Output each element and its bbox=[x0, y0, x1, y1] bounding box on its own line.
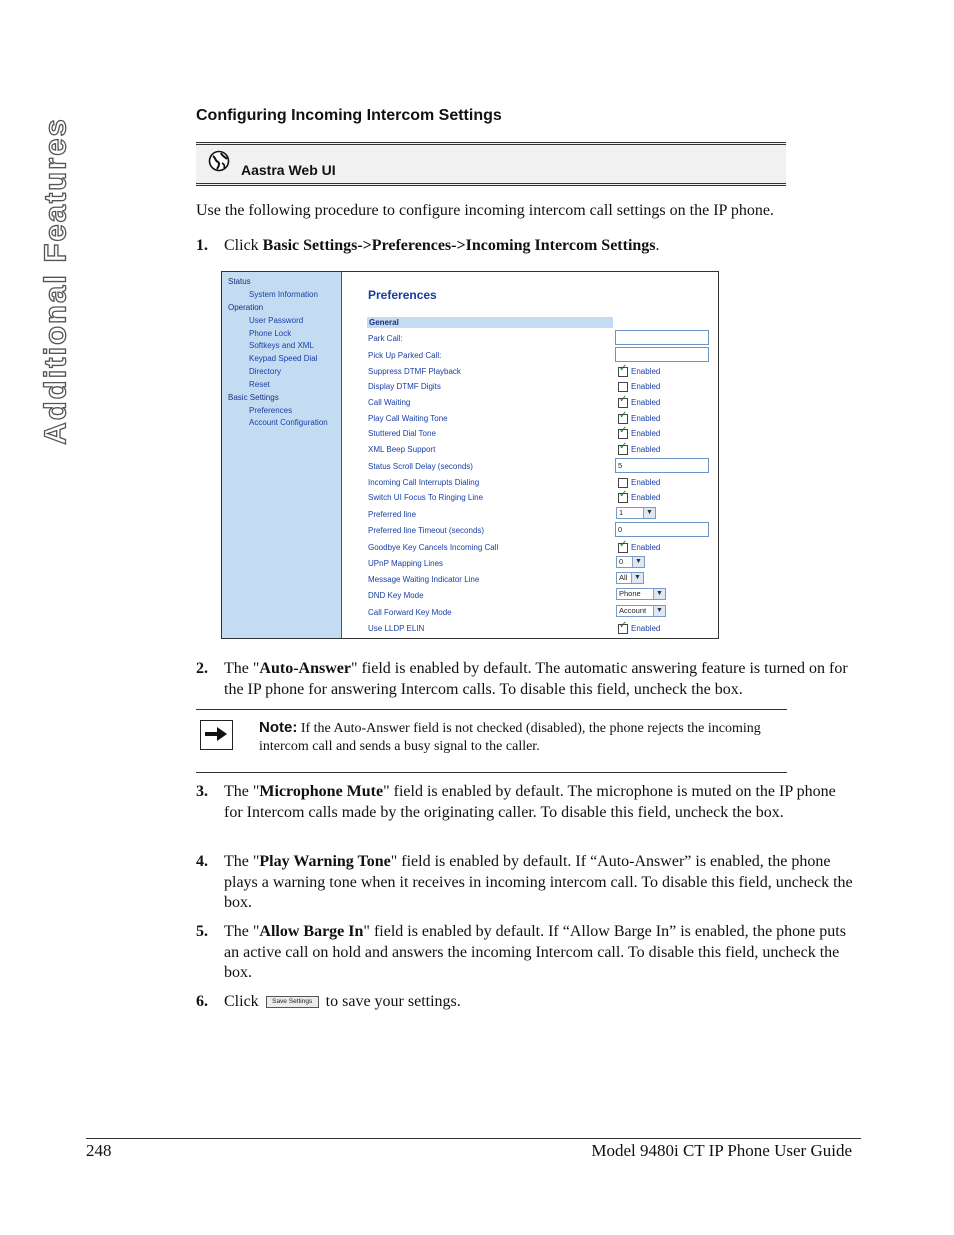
chapter-side-tab bbox=[36, 108, 76, 453]
step-text: " field is enabled by default. If “Allow Barge In” is enabled, the phone puts an active call on hold and answers the incoming Intercom call. To disable this field, uncheck the box. bbox=[224, 923, 846, 981]
pref-label: Message Waiting Indicator Line bbox=[368, 575, 480, 584]
step-number: 2. bbox=[196, 660, 208, 677]
checkbox-box[interactable] bbox=[618, 394, 628, 408]
checkbox-label: Enabled bbox=[631, 624, 661, 633]
preferences-screenshot bbox=[221, 271, 719, 639]
footer-rule bbox=[86, 1138, 861, 1139]
nav-keypad-speed-dial[interactable]: Keypad Speed Dial bbox=[249, 354, 318, 363]
nav-softkeys-xml[interactable]: Softkeys and XML bbox=[249, 341, 314, 350]
pref-row bbox=[222, 334, 718, 348]
select-value: All bbox=[619, 573, 628, 582]
step-text: Click bbox=[224, 993, 263, 1010]
checkbox-box[interactable] bbox=[618, 382, 628, 392]
pref-checkbox[interactable] bbox=[618, 394, 661, 408]
pref-label: Use LLDP ELIN bbox=[368, 624, 425, 633]
pref-label: Display DTMF Digits bbox=[368, 382, 441, 391]
checkbox-label: Enabled bbox=[631, 398, 661, 407]
pref-label: Pick Up Parked Call: bbox=[368, 351, 442, 360]
step-1 bbox=[196, 236, 858, 257]
pref-label: Play Call Waiting Tone bbox=[368, 414, 448, 423]
pref-row bbox=[222, 608, 718, 622]
pref-select[interactable] bbox=[616, 588, 666, 600]
select-value: 1 bbox=[619, 508, 624, 517]
pref-checkbox[interactable] bbox=[618, 425, 661, 439]
pref-row bbox=[222, 489, 718, 507]
pref-label: Preferred line Timeout (seconds) bbox=[368, 526, 485, 535]
checkbox-box[interactable] bbox=[618, 539, 628, 553]
pref-select[interactable] bbox=[616, 507, 656, 519]
pref-select[interactable] bbox=[616, 556, 645, 568]
pref-row bbox=[222, 478, 718, 492]
pref-text-input[interactable]: 5 bbox=[615, 458, 709, 473]
step-text: to save your settings. bbox=[321, 993, 461, 1010]
checkbox-label: Enabled bbox=[631, 414, 661, 423]
checkbox-label: Enabled bbox=[631, 493, 661, 502]
checkbox-label: Enabled bbox=[631, 367, 661, 376]
field-name: Play Warning Tone bbox=[259, 853, 391, 870]
pref-label: Incoming Call Interrupts Dialing bbox=[368, 478, 480, 487]
pref-row bbox=[222, 591, 718, 605]
select-value: 0 bbox=[619, 557, 624, 566]
step-text: " field is enabled by default. The automatic answering feature is turned on for the IP phone for answering Intercom calls. To disable this field, uncheck the box. bbox=[224, 660, 848, 698]
step-number: 1. bbox=[196, 237, 208, 254]
pref-row bbox=[222, 382, 718, 396]
checkbox-box[interactable] bbox=[618, 478, 628, 488]
pref-label: XML Beep Support bbox=[368, 445, 436, 454]
pref-row bbox=[222, 363, 718, 381]
pref-label: Status Scroll Delay (seconds) bbox=[368, 462, 473, 471]
pref-checkbox[interactable] bbox=[618, 539, 661, 553]
step-text: The " bbox=[224, 660, 260, 677]
nav-preferences[interactable]: Preferences bbox=[249, 406, 293, 415]
field-name: Auto-Answer bbox=[259, 660, 351, 677]
pref-checkbox[interactable] bbox=[618, 381, 660, 392]
webui-banner bbox=[196, 142, 786, 186]
pref-label: Stuttered Dial Tone bbox=[368, 429, 436, 438]
chevron-down-icon[interactable]: ▼ bbox=[632, 557, 644, 567]
pref-row bbox=[222, 575, 718, 589]
note-bottom-rule bbox=[196, 772, 787, 773]
pref-select[interactable] bbox=[616, 572, 644, 584]
check-icon: ✓ bbox=[619, 410, 628, 421]
step-text: Click bbox=[224, 237, 263, 254]
pref-checkbox[interactable] bbox=[618, 489, 661, 503]
field-name: Allow Barge In bbox=[259, 923, 364, 940]
page-number: 248 bbox=[86, 1141, 112, 1160]
menu-path: Basic Settings->Preferences->Incoming Intercom Settings bbox=[262, 237, 656, 254]
pref-label: Preferred line bbox=[368, 510, 417, 519]
checkbox-box[interactable] bbox=[618, 363, 628, 377]
check-icon: ✓ bbox=[619, 489, 628, 500]
checkbox-label: Enabled bbox=[631, 429, 661, 438]
pref-row bbox=[222, 462, 718, 476]
pref-label: Switch UI Focus To Ringing Line bbox=[368, 493, 484, 502]
pref-select[interactable] bbox=[616, 605, 666, 617]
nav-directory[interactable]: Directory bbox=[249, 367, 282, 376]
pref-row bbox=[222, 539, 718, 557]
nav-phone-lock[interactable]: Phone Lock bbox=[249, 329, 292, 338]
pref-checkbox[interactable] bbox=[618, 620, 661, 634]
step-text: The " bbox=[224, 783, 260, 800]
checkbox-label: Enabled bbox=[631, 478, 661, 487]
step-2 bbox=[196, 659, 858, 700]
nav-system-information[interactable]: System Information bbox=[249, 290, 318, 299]
check-icon: ✓ bbox=[619, 620, 628, 631]
pref-label: Call Forward Key Mode bbox=[368, 608, 452, 617]
pref-label: Goodbye Key Cancels Incoming Call bbox=[368, 543, 499, 552]
note-top-rule bbox=[196, 709, 787, 710]
pref-label: DND Key Mode bbox=[368, 591, 424, 600]
step-4 bbox=[196, 852, 858, 914]
checkbox-label: Enabled bbox=[631, 382, 661, 391]
check-icon: ✓ bbox=[619, 539, 628, 550]
pref-row bbox=[222, 425, 718, 443]
checkbox-box[interactable] bbox=[618, 489, 628, 503]
pref-row bbox=[222, 351, 718, 365]
pref-label: Suppress DTMF Playback bbox=[368, 367, 461, 376]
check-icon: ✓ bbox=[619, 394, 628, 405]
pref-label: Park Call: bbox=[368, 334, 403, 343]
arrow-right-icon bbox=[200, 720, 233, 750]
pref-row bbox=[222, 526, 718, 540]
nav-account-configuration[interactable]: Account Configuration bbox=[249, 418, 328, 427]
nav-operation[interactable]: Operation bbox=[228, 303, 264, 312]
step-number: 4. bbox=[196, 853, 208, 870]
general-section-header: General bbox=[367, 317, 613, 328]
globe-icon bbox=[208, 150, 230, 172]
checkbox-box[interactable] bbox=[618, 410, 628, 424]
pref-checkbox[interactable] bbox=[618, 441, 661, 455]
pref-row bbox=[222, 441, 718, 459]
pref-checkbox[interactable] bbox=[618, 477, 660, 488]
step-number: 6. bbox=[196, 993, 208, 1010]
select-value: Account bbox=[619, 606, 647, 615]
checkbox-box[interactable] bbox=[618, 441, 628, 455]
step-text: The " bbox=[224, 853, 260, 870]
pref-text-input[interactable]: 0 bbox=[615, 522, 709, 537]
guide-title: Model 9480i CT IP Phone User Guide bbox=[591, 1141, 852, 1160]
nav-reset[interactable]: Reset bbox=[249, 380, 270, 389]
pref-text-input[interactable] bbox=[615, 330, 709, 345]
check-icon: ✓ bbox=[619, 425, 628, 436]
pref-label: UPnP Mapping Lines bbox=[368, 559, 444, 568]
check-icon: ✓ bbox=[619, 363, 628, 374]
nav-basic-settings[interactable]: Basic Settings bbox=[228, 393, 279, 402]
pref-row bbox=[222, 620, 718, 638]
chevron-down-icon[interactable]: ▼ bbox=[631, 573, 643, 583]
pref-row bbox=[222, 559, 718, 573]
step-6 bbox=[196, 992, 858, 1013]
pref-label: Call Waiting bbox=[368, 398, 411, 407]
field-name: Microphone Mute bbox=[259, 783, 384, 800]
checkbox-label: Enabled bbox=[631, 445, 661, 454]
pref-checkbox[interactable] bbox=[618, 363, 661, 377]
checkbox-label: Enabled bbox=[631, 543, 661, 552]
pref-text-input[interactable] bbox=[615, 347, 709, 362]
chevron-down-icon[interactable]: ▼ bbox=[653, 589, 665, 599]
chapter-side-tab-text: Additional Features bbox=[38, 116, 73, 445]
note-body: If the Auto-Answer field is not checked (disabled), the phone rejects the incoming intercom call and sends a busy signal to the caller. bbox=[259, 721, 761, 754]
nav-user-password[interactable]: User Password bbox=[249, 316, 304, 325]
intro-paragraph: Use the following procedure to configure incoming intercom call settings on the IP phone. bbox=[196, 202, 774, 219]
step-number: 3. bbox=[196, 783, 208, 800]
webui-label: Aastra Web UI bbox=[241, 162, 336, 178]
pref-checkbox[interactable] bbox=[618, 410, 661, 424]
chevron-down-icon[interactable]: ▼ bbox=[653, 606, 665, 616]
checkbox-box[interactable] bbox=[618, 425, 628, 439]
step-text: " field is enabled by default. If “Auto-Answer” is enabled, the phone plays a warning tone when it receives in incoming intercom call. To disable this field, uncheck the box. bbox=[224, 853, 853, 911]
check-icon: ✓ bbox=[619, 441, 628, 452]
chevron-down-icon[interactable]: ▼ bbox=[643, 508, 655, 518]
step-text: " field is enabled by default. The microphone is muted on the IP phone for Intercom calls made by the originating caller. To disable this field, uncheck the box. bbox=[224, 783, 836, 821]
note-text bbox=[259, 719, 779, 756]
step-number: 5. bbox=[196, 923, 208, 940]
section-title: Configuring Incoming Intercom Settings bbox=[196, 107, 502, 124]
step-text: The " bbox=[224, 923, 260, 940]
step-3 bbox=[196, 782, 858, 823]
nav-status[interactable]: Status bbox=[228, 277, 251, 286]
note-label: Note: bbox=[259, 719, 298, 736]
step-5 bbox=[196, 922, 858, 984]
save-settings-button[interactable]: Save Settings bbox=[266, 996, 319, 1008]
step-text: . bbox=[655, 237, 660, 254]
preferences-title: Preferences bbox=[368, 288, 437, 302]
select-value: Phone bbox=[619, 589, 641, 598]
checkbox-box[interactable] bbox=[618, 620, 628, 634]
